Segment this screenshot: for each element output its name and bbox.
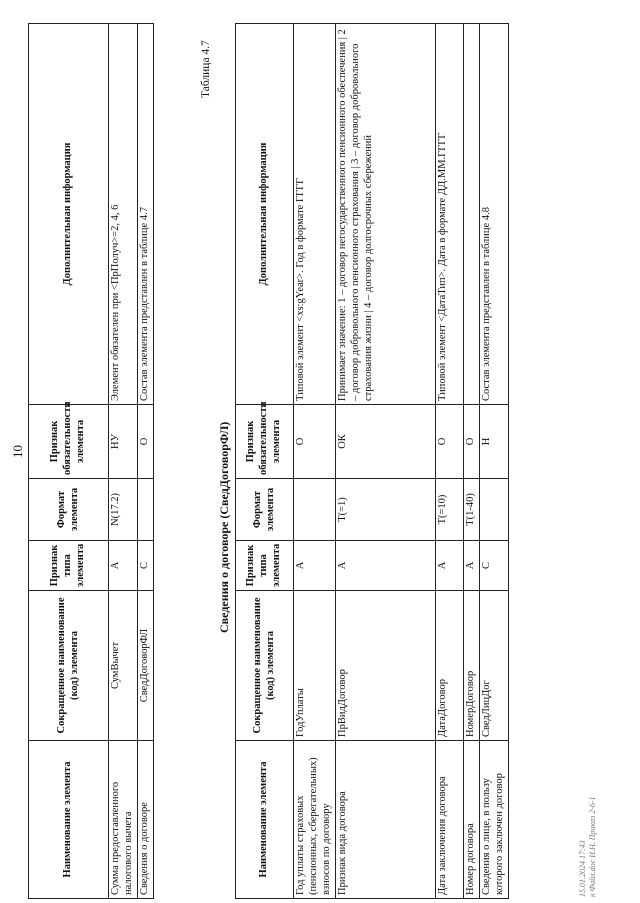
cell: Год уплаты страховых (пенсионных, сберегательных) взносов по договору bbox=[294, 741, 336, 899]
cell: А bbox=[436, 541, 464, 591]
header-cell: Признак типа элемента bbox=[236, 541, 294, 591]
page-number: 10 bbox=[10, 445, 25, 458]
cell: Сумма предоставленного налогового вычета bbox=[109, 741, 138, 899]
header-cell: Дополнительная информация bbox=[29, 24, 109, 405]
cell: О bbox=[436, 405, 464, 479]
table-row bbox=[464, 24, 480, 899]
cell: Типовой элемент <xs:gYear>. Год в формате ГГГГ bbox=[294, 24, 336, 405]
cell: Т(=1) bbox=[336, 479, 436, 541]
table-header-row bbox=[236, 24, 294, 899]
cell: С bbox=[480, 541, 509, 591]
table-row bbox=[480, 24, 509, 899]
cell: N(17.2) bbox=[109, 479, 138, 541]
cell: А bbox=[464, 541, 480, 591]
cell bbox=[464, 24, 480, 405]
cell: Элемент обязателен при <ПрПолуч>=2, 4, 6 bbox=[109, 24, 138, 405]
footer-timestamp: 15.01.2024 17:43 bbox=[578, 840, 587, 897]
cell: О bbox=[137, 405, 153, 479]
header-cell: Формат элемента bbox=[29, 479, 109, 541]
table-header-row bbox=[29, 24, 109, 899]
cell: О bbox=[464, 405, 480, 479]
header-cell: Сокращенное наименование (код) элемента bbox=[236, 591, 294, 741]
cell: О bbox=[294, 405, 336, 479]
cell: Сведения о договоре bbox=[137, 741, 153, 899]
cell: ГодУплаты bbox=[294, 591, 336, 741]
cell: С bbox=[137, 541, 153, 591]
header-cell: Формат элемента bbox=[236, 479, 294, 541]
contract-table bbox=[235, 23, 509, 899]
cell: ОК bbox=[336, 405, 436, 479]
cell: Состав элемента представлен в таблице 4.7 bbox=[137, 24, 153, 405]
header-cell: Признак обязательности элемента bbox=[29, 405, 109, 479]
cell bbox=[480, 479, 509, 541]
cell bbox=[137, 479, 153, 541]
cell: Н bbox=[480, 405, 509, 479]
cell: А bbox=[109, 541, 138, 591]
cell: СумВычет bbox=[109, 591, 138, 741]
cell: ДатаДоговор bbox=[436, 591, 464, 741]
table-row bbox=[436, 24, 464, 899]
header-cell: Сокращенное наименование (код) элемента bbox=[29, 591, 109, 741]
table-row bbox=[336, 24, 436, 899]
cell: Типовой элемент <ДатаТип>. Дата в формате ДД.ММ.ГГГГ bbox=[436, 24, 464, 405]
footer-file: к Файл.doc И.Н. Приказ 2-6-1 bbox=[588, 796, 598, 897]
header-cell: Дополнительная информация bbox=[236, 24, 294, 405]
header-cell: Признак типа элемента bbox=[29, 541, 109, 591]
table-row bbox=[294, 24, 336, 899]
cell: СведЛицДог bbox=[480, 591, 509, 741]
cell: Т(1-40) bbox=[464, 479, 480, 541]
cell: СведДоговорФЛ bbox=[137, 591, 153, 741]
cell: Сведения о лице, в пользу которого заключен договор bbox=[480, 741, 509, 899]
table-label: Таблица 4.7 bbox=[200, 40, 212, 98]
header-cell: Наименование элемента bbox=[236, 741, 294, 899]
cell: А bbox=[294, 541, 336, 591]
header-cell: Наименование элемента bbox=[29, 741, 109, 899]
cell: Состав элемента представлен в таблице 4.8 bbox=[480, 24, 509, 405]
table-row bbox=[109, 24, 138, 899]
cell: Принимает значение: 1 – договор негосударственного пенсионного обеспечения | 2 – договор добровольного пенсионного страхования | 3 – договор добровольного страхования жизни | 4 – договор долгосрочных сбережений bbox=[336, 24, 436, 405]
table-row bbox=[137, 24, 153, 899]
print-footer bbox=[578, 796, 599, 897]
elements-table bbox=[28, 23, 154, 899]
cell bbox=[294, 479, 336, 541]
cell: Дата заключения договора bbox=[436, 741, 464, 899]
cell: Номер договора bbox=[464, 741, 480, 899]
cell: Признак вида договора bbox=[336, 741, 436, 899]
cell: ПрВидДоговор bbox=[336, 591, 436, 741]
header-cell: Признак обязательности элемента bbox=[236, 405, 294, 479]
cell: НУ bbox=[109, 405, 138, 479]
cell: НомерДоговор bbox=[464, 591, 480, 741]
cell: А bbox=[336, 541, 436, 591]
cell: Т(=10) bbox=[436, 479, 464, 541]
table-title: Сведения о договоре (СведДоговорФЛ) bbox=[217, 421, 231, 633]
